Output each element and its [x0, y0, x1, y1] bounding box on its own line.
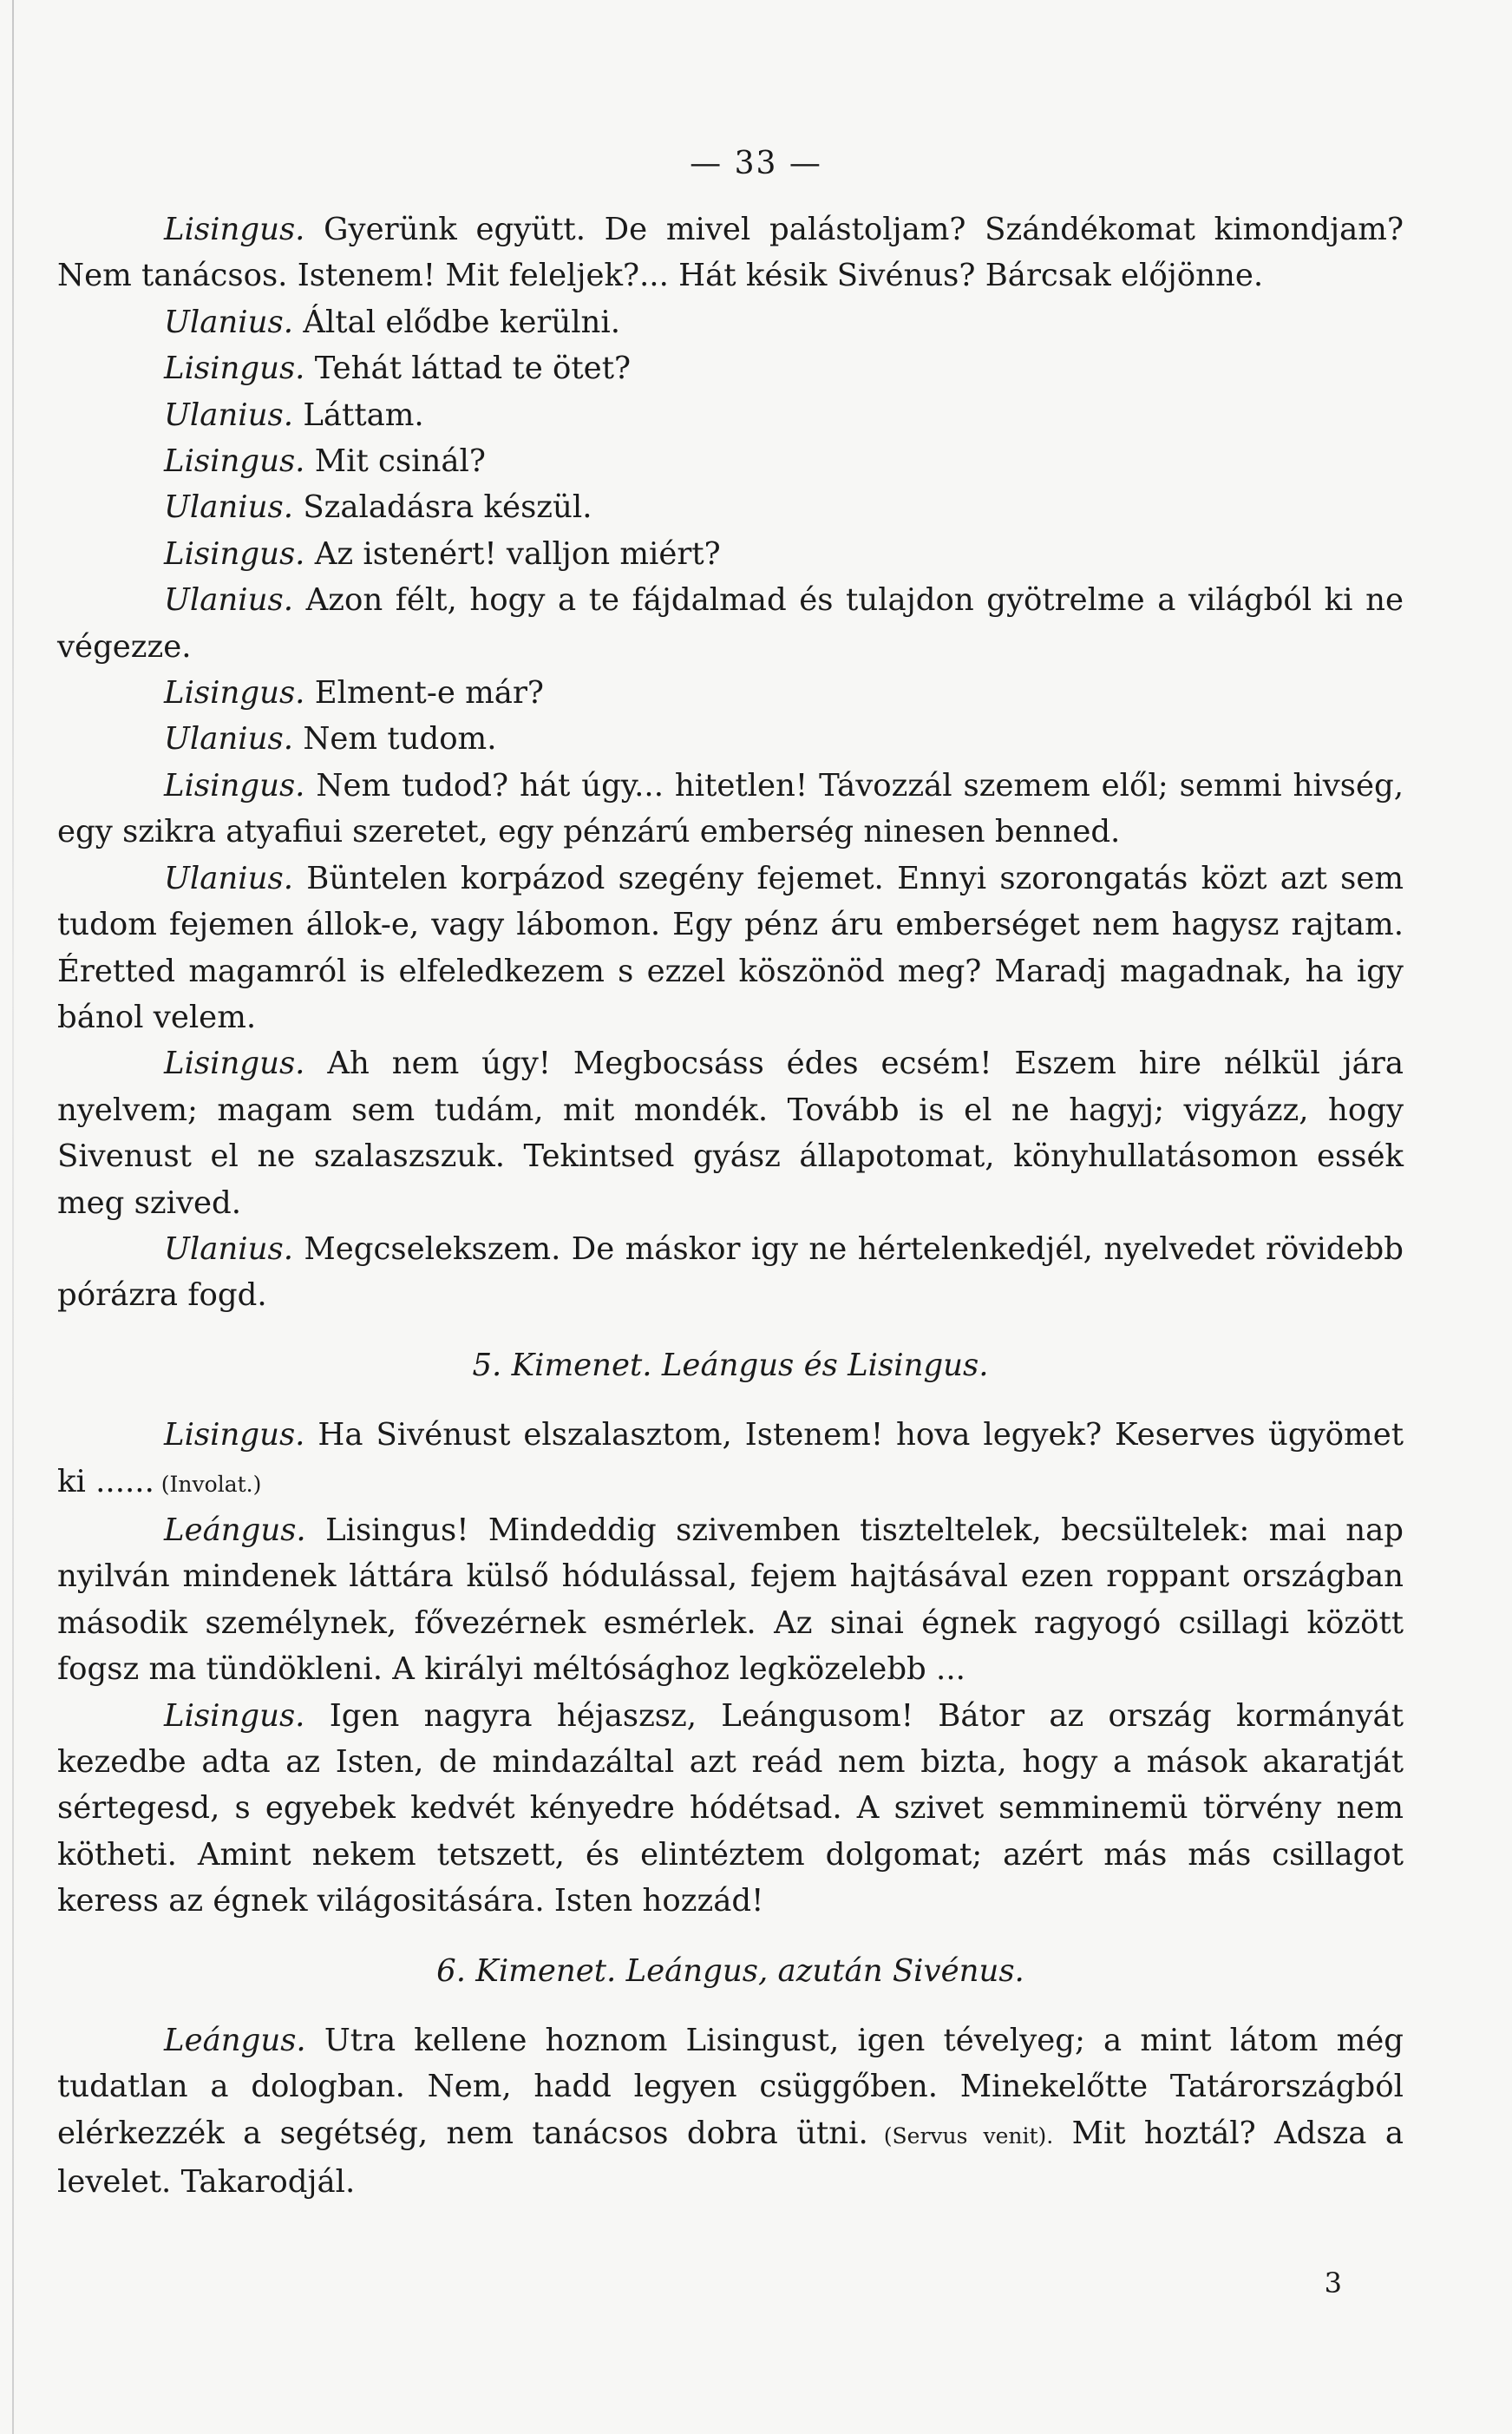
- speech-text: Mit hoztál? Adsza a levelet. Takarodjál.: [57, 2115, 1404, 2201]
- speaker-name: Ulanius.: [164, 489, 294, 526]
- speech-text: Elment-e már?: [304, 675, 544, 712]
- speaker-name: Lisingus.: [164, 1417, 305, 1453]
- speech-text: Nem tudod? hát úgy... hitetlen! Távozzál szemem elől; semmi hivség, egy szikra atyafiui szeretet, egy pénzárú emberség ninesen benned.: [57, 767, 1404, 850]
- speaker-name: Ulanius.: [164, 721, 294, 758]
- speaker-name: Ulanius.: [164, 582, 294, 619]
- speaker-name: Lisingus.: [164, 675, 305, 712]
- speech-text: Szaladásra készül.: [293, 489, 592, 526]
- speaker-name: Ulanius.: [164, 1230, 294, 1267]
- speaker-name: Lisingus.: [164, 1046, 305, 1082]
- dialogue-line: [57, 716, 1404, 762]
- scene-heading: 5. Kimenet. Leángus és Lisingus.: [472, 1347, 989, 1383]
- stage-direction: (Servus venit).: [867, 2122, 1054, 2149]
- speaker-name: Lisingus.: [164, 443, 305, 480]
- speaker-name: Leángus.: [164, 1512, 306, 1548]
- speech-text: Gyerünk együtt. De mivel palástoljam? Szándékomat kimondjam? Nem tanácsos. Istenem! Mit feleljek?... Hát késik Sivénus? Bárcsak előjönne.: [57, 212, 1404, 294]
- speech-text: Láttam.: [293, 397, 424, 433]
- dialogue-line: [57, 670, 1404, 716]
- speaker-name: Ulanius.: [164, 304, 294, 340]
- speaker-name: Lisingus.: [164, 1697, 305, 1734]
- dialogue-line: [57, 856, 1404, 1041]
- dialogue-line: [57, 1040, 1404, 1226]
- speech-text: Lisingus! Mindeddig szivemben tiszteltelek, becsültelek: mai nap nyilván mindenek láttára külső hódulással, fejem hajtásával ezen roppant országban második személynek, fővezérnek esmérlek. Az sinai égnek ragyogó csillagi között fogsz ma tündökleni. A királyi méltósághoz legközelebb ...: [57, 1512, 1404, 1688]
- dialogue-line: [57, 531, 1404, 577]
- speech-text: Megcselekszem. De máskor igy ne hértelenkedjél, nyelvedet rövidebb pórázra fogd.: [57, 1230, 1404, 1314]
- speech-text: Nem tudom.: [293, 721, 497, 758]
- speech-text: Az istenért! valljon miért?: [304, 535, 721, 572]
- speaker-name: Lisingus.: [164, 767, 305, 804]
- speech-text: Büntelen korpázod szegény fejemet. Ennyi szorongatás közt azt sem tudom fejemen állok-e, vagy lábomon. Egy pénz áru emberséget nem hagysz rajtam. Éretted magamról is elfeledkezem s ezzel köszönöd meg? Maradj magadnak, ha igy bánol velem.: [57, 860, 1404, 1035]
- page-text: [57, 207, 1404, 2206]
- speaker-name: Ulanius.: [164, 860, 294, 896]
- stage-direction: (Involat.): [154, 1471, 262, 1497]
- speech-text: Igen nagyra héjaszsz, Leángusom! Bátor az ország kormányát kezedbe adta az Isten, de mindazáltal azt reád nem bizta, hogy a mások akaratját sértegesd, s egyebek kedvét kényedre hódétsad. A szivet semminemü törvény nem kötheti. Amint nekem tetszett, és elintéztem dolgomat; azért más más csillagot keress az égnek világositására. Isten hozzád!: [57, 1697, 1404, 1919]
- speaker-name: Leángus.: [164, 2023, 306, 2059]
- signature-mark: 3: [1324, 2267, 1342, 2300]
- page-edge-shadow: [12, 0, 14, 2434]
- speech-text: Utra kellene hoznom Lisingust, igen tévelyeg; a mint látom még tudatlan a dologban. Nem, hadd legyen csüggőben. Minekelőtte Tatárországból elérkezzék a segétség, nem tanácsos dobra ütni.: [57, 2023, 1404, 2151]
- dialogue-line: [57, 484, 1404, 530]
- dialogue-line: [57, 763, 1404, 856]
- speech-text: Ah nem úgy! Megbocsáss édes ecsém! Eszem hire nélkül jára nyelvem; magam sem tudám, mit mondék. Tovább is el ne hagyj; vigyázz, hogy Sivenust el ne szalaszszuk. Tekintsed gyász állapotomat, könyhullatásomon essék meg szived.: [57, 1046, 1404, 1221]
- dialogue-line: [57, 2017, 1404, 2206]
- speech-text: Által elődbe kerülni.: [293, 304, 621, 340]
- dialogue-line: [57, 1507, 1404, 1693]
- speech-text: Ha Sivénust elszalasztom, Istenem! hova legyek? Keserves ügyömet ki ......: [57, 1417, 1404, 1499]
- speech-text: Tehát láttad te ötet?: [304, 351, 631, 387]
- speaker-name: Lisingus.: [164, 535, 305, 572]
- scene-heading: 6. Kimenet. Leángus, azután Sivénus.: [436, 1952, 1024, 1989]
- speaker-name: Ulanius.: [164, 397, 294, 433]
- speaker-name: Lisingus.: [164, 212, 305, 247]
- dialogue-line: [57, 207, 1404, 299]
- speaker-name: Lisingus.: [164, 351, 305, 387]
- dialogue-line: [57, 577, 1404, 670]
- speech-text: Azon félt, hogy a te fájdalmad és tulajdon gyötrelme a világból ki ne végezze.: [57, 582, 1404, 665]
- dialogue-line: [57, 1226, 1404, 1319]
- dialogue-line: [57, 299, 1404, 345]
- dialogue-line: [57, 345, 1404, 391]
- speech-text: Mit csinál?: [304, 443, 486, 480]
- dialogue-line: [57, 392, 1404, 438]
- dialogue-line: [57, 1693, 1404, 1925]
- page-number: — 33 —: [690, 146, 822, 181]
- dialogue-line: [57, 438, 1404, 484]
- dialogue-line: [57, 1412, 1404, 1507]
